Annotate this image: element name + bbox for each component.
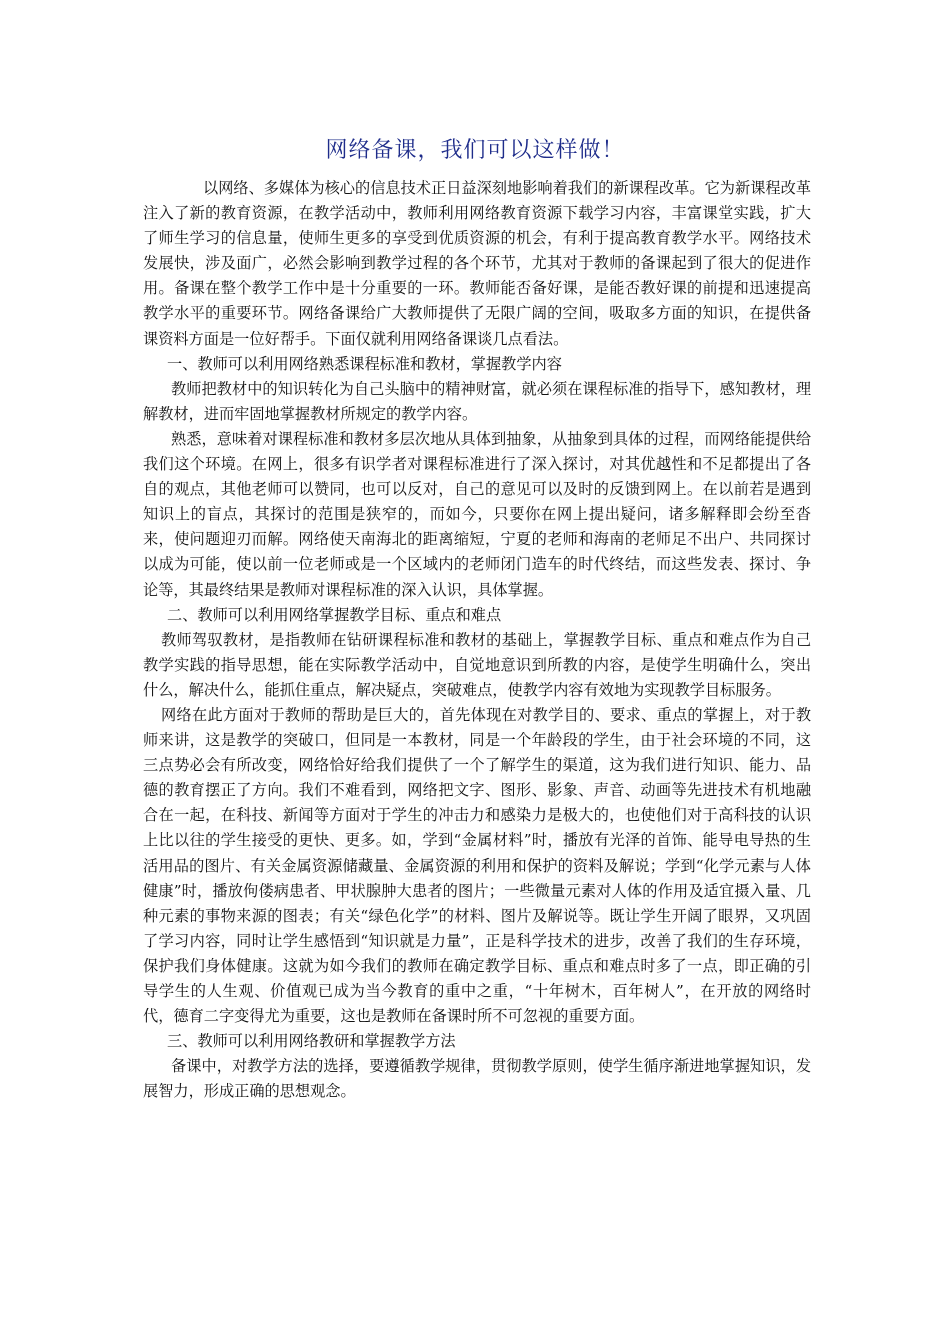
document-body [143, 176, 811, 1104]
section-1-paragraph-1: 教师把教材中的知识转化为自己头脑中的精神财富，就必须在课程标准的指导下，感知教材，理解教材，进而牢固地掌握教材所规定的教学内容。 [143, 379, 811, 423]
section-3-paragraph-1: 备课中，对教学方法的选择，要遵循教学规律，贯彻教学原则，使学生循序渐进地掌握知识，发展智力，形成正确的思想观念。 [143, 1057, 811, 1101]
section-2-paragraph-1: 教师驾驭教材，是指教师在钻研课程标准和教材的基础上，掌握教学目标、重点和难点作为自己教学实践的指导思想，能在实际教学活动中，自觉地意识到所教的内容，是使学生明确什么，突出什么，解决什么，能抓住重点，解决疑点，突破难点，使教学内容有效地为实现教学目标服务。 [143, 630, 811, 699]
section-heading-1: 一、教师可以利用网络熟悉课程标准和教材，掌握教学内容 [167, 354, 562, 373]
intro-paragraph: 以网络、多媒体为核心的信息技术正日益深刻地影响着我们的新课程改革。它为新课程改革注入了新的教育资源，在教学活动中，教师利用网络教育资源下载学习内容，丰富课堂实践，扩大了师生学习的信息量，使师生更多的享受到优质资源的机会，有利于提高教育教学水平。网络技术发展快，涉及面广，必然会影响到教学过程的各个环节，尤其对于教师的备课起到了很大的促进作用。备课在整个教学工作中是十分重要的一环。教师能否备好课，是能否教好课的前提和迅速提高教学水平的重要环节。网络备课给广大教师提供了无限广阔的空间，吸取多方面的知识，在提供备课资料方面是一位好帮手。下面仅就利用网络备课谈几点看法。 [143, 179, 811, 348]
document-title: 网络备课，我们可以这样做！ [325, 138, 625, 163]
section-1-paragraph-2: 熟悉，意味着对课程标准和教材多层次地从具体到抽象，从抽象到具体的过程，而网络能提供给我们这个环境。在网上，很多有识学者对课程标准进行了深入探讨，对其优越性和不足都提出了各自的观点，其他老师可以赞同，也可以反对，自己的意见可以及时的反馈到网上。在以前若是遇到知识上的盲点，其探讨的范围是狭窄的，而如今，只要你在网上提出疑问，诸多解释即会纷至沓来，使问题迎刃而解。网络使天南海北的距离缩短，宁夏的老师和海南的老师足不出户、共同探讨以成为可能，使以前一位老师或是一个区域内的老师闭门造车的时代终结，而这些发表、探讨、争论等，其最终结果是教师对课程标准的深入认识，具体掌握。 [143, 429, 811, 599]
section-heading-3: 三、教师可以利用网络教研和掌握教学方法 [167, 1032, 456, 1051]
section-2-paragraph-2: 网络在此方面对于教师的帮助是巨大的，首先体现在对教学目的、要求、重点的掌握上，对于教师来讲，这是教学的突破口，但同是一本教材，同是一个年龄段的学生，由于社会环境的不同，这三点势必会有所改变，网络恰好给我们提供了一个了解学生的渠道，这为我们进行知识、能力、品德的教育摆正了方向。我们不难看到，网络把文字、图形、影象、声音、动画等先进技术有机地融合在一起，在科技、新闻等方面对于学生的冲击力和感染力是极大的，也使他们对于高科技的认识上比以往的学生接受的更快、更多。如，学到“金属材料”时，播放有光泽的首饰、能导电导热的生活用品的图片、有关金属资源储藏量、金属资源的利用和保护的资料及解说；学到“化学元素与人体健康”时，播放佝偻病患者、甲状腺肿大患者的图片；一些微量元素对人体的作用及适宜摄入量、几种元素的事物来源的图表；有关“绿色化学”的材料、图片及解说等。既让学生开阔了眼界，又巩固了学习内容，同时让学生感悟到“知识就是力量”，正是科学技术的进步，改善了我们的生存环境，保护我们身体健康。这就为如今我们的教师在确定教学目标、重点和难点时多了一点，即正确的引导学生的人生观、价值观已成为当今教育的重中之重，“十年树木，百年树人”，在开放的网络时代，德育二字变得尤为重要，这也是教师在备课时所不可忽视的重要方面。 [143, 705, 811, 1026]
section-heading-2: 二、教师可以利用网络掌握教学目标、重点和难点 [167, 605, 502, 624]
